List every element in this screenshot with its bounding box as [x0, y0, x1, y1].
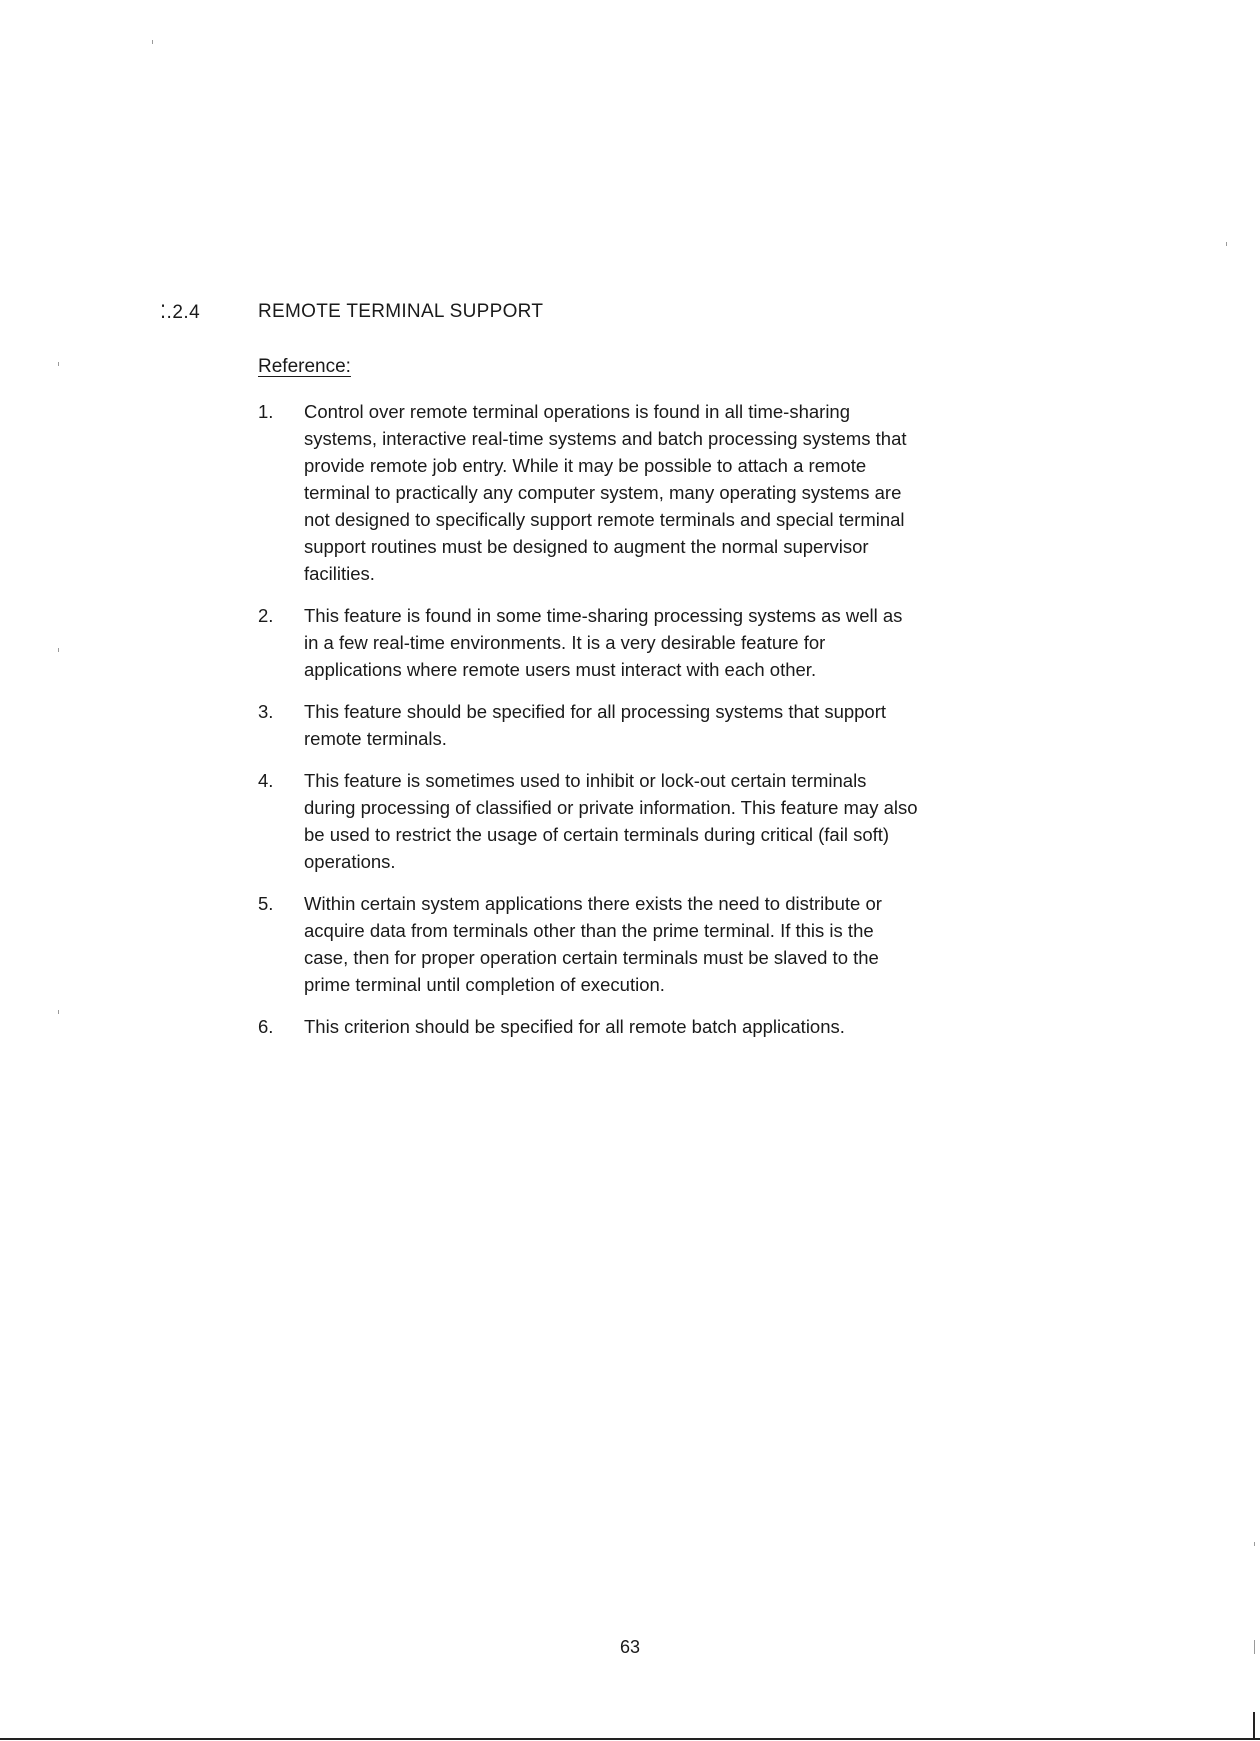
reference-item-6	[258, 1013, 1058, 1040]
reference-item-3	[258, 698, 1058, 752]
scan-speck	[152, 40, 153, 44]
reference-number: 5.	[258, 893, 274, 914]
scan-speck	[58, 1010, 59, 1014]
reference-text: Within certain system applications there exists the need to distribute or acquire data from terminals other than the prime terminal. If this is the case, then for proper operation certain terminals must be slaved to the prime terminal until completion of execution.	[304, 893, 882, 995]
reference-item-2	[258, 602, 1058, 683]
page-number: 63	[619, 1637, 641, 1657]
reference-text: This feature is sometimes used to inhibit or lock-out certain terminals during processing of classified or private information. This feature may also be used to restrict the usage of certain terminals during critical (fail soft) operations.	[304, 770, 918, 872]
section-number: ⁚.2.4	[160, 302, 201, 323]
scan-edge-mark	[1253, 1712, 1255, 1739]
reference-number: 4.	[258, 770, 274, 791]
reference-text: This feature should be specified for all processing systems that support remote terminals.	[304, 701, 887, 749]
reference-number: 1.	[258, 401, 274, 422]
reference-item-4	[258, 767, 1058, 875]
scan-speck	[1254, 1542, 1255, 1546]
reference-number: 3.	[258, 701, 274, 722]
reference-label: Reference:	[258, 356, 351, 377]
reference-number: 2.	[258, 605, 274, 626]
reference-text: This feature is found in some time-sharing processing systems as well as in a few real-time environments. It is a very desirable feature for applications where remote users must interact with each other.	[304, 605, 903, 680]
reference-item-1	[258, 398, 1058, 587]
scan-speck	[58, 648, 59, 652]
reference-list	[258, 398, 1058, 1055]
scan-speck	[1226, 242, 1227, 246]
scan-bottom-edge	[0, 1738, 1260, 1740]
reference-item-5	[258, 890, 1058, 998]
section-title: REMOTE TERMINAL SUPPORT	[258, 301, 544, 322]
scan-speck	[58, 362, 59, 366]
scan-speck	[1254, 1640, 1255, 1654]
reference-text: This criterion should be specified for all remote batch applications.	[304, 1016, 845, 1037]
reference-text: Control over remote terminal operations is found in all time-sharing systems, interactive real-time systems and batch processing systems that provide remote job entry. While it may be possible to attach a remote terminal to practically any computer system, many operating systems are not designed to specifically support remote terminals and special terminal support routines must be designed to augment the normal supervisor facilities.	[304, 401, 907, 584]
reference-number: 6.	[258, 1016, 274, 1037]
